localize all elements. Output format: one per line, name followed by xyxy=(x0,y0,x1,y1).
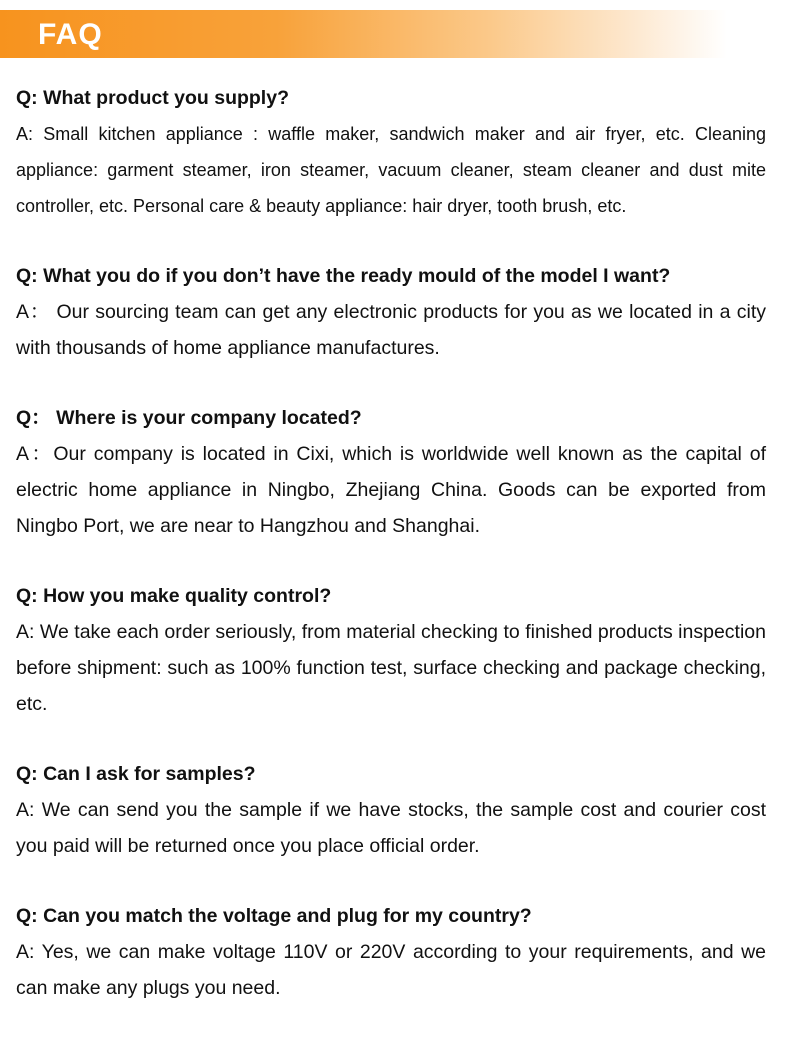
faq-item xyxy=(16,898,766,1006)
faq-question: Q: Can I ask for samples? xyxy=(16,763,256,785)
faq-question: Q： Where is your company located? xyxy=(16,407,362,429)
faq-answer: A: Yes, we can make voltage 110V or 220V according to your requirements, and we can make any plugs you need. xyxy=(16,941,766,999)
faq-answer: A: Small kitchen appliance : waffle maker, sandwich maker and air fryer, etc. Cleaning appliance: garment steamer, iron steamer, vacuum cleaner, steam cleaner and dust mite controller, etc. Personal care & beauty appliance: hair dryer, tooth brush, etc. xyxy=(16,124,766,216)
faq-list xyxy=(16,80,766,1006)
faq-answer: A： Our sourcing team can get any electronic products for you as we located in a city with thousands of home appliance manufactures. xyxy=(16,301,766,359)
faq-item xyxy=(16,400,766,544)
faq-item xyxy=(16,756,766,864)
faq-question: Q: What product you supply? xyxy=(16,87,289,109)
faq-answer: A: We can send you the sample if we have stocks, the sample cost and courier cost you paid will be returned once you place official order. xyxy=(16,799,766,857)
faq-question: Q: What you do if you don’t have the ready mould of the model I want? xyxy=(16,265,671,287)
faq-question: Q: How you make quality control? xyxy=(16,585,332,607)
faq-item xyxy=(16,80,766,224)
faq-header-banner xyxy=(0,10,790,58)
page-title: FAQ xyxy=(38,18,103,51)
faq-item xyxy=(16,578,766,722)
faq-item xyxy=(16,258,766,366)
faq-answer: A：Our company is located in Cixi, which is worldwide well known as the capital of electric home appliance in Ningbo, Zhejiang China. Goods can be exported from Ningbo Port, we are near to Hangzhou and Shanghai. xyxy=(16,443,766,537)
faq-answer: A: We take each order seriously, from material checking to finished products inspection before shipment: such as 100% function test, surface checking and package checking, etc. xyxy=(16,621,766,715)
faq-question: Q: Can you match the voltage and plug for my country? xyxy=(16,905,532,927)
